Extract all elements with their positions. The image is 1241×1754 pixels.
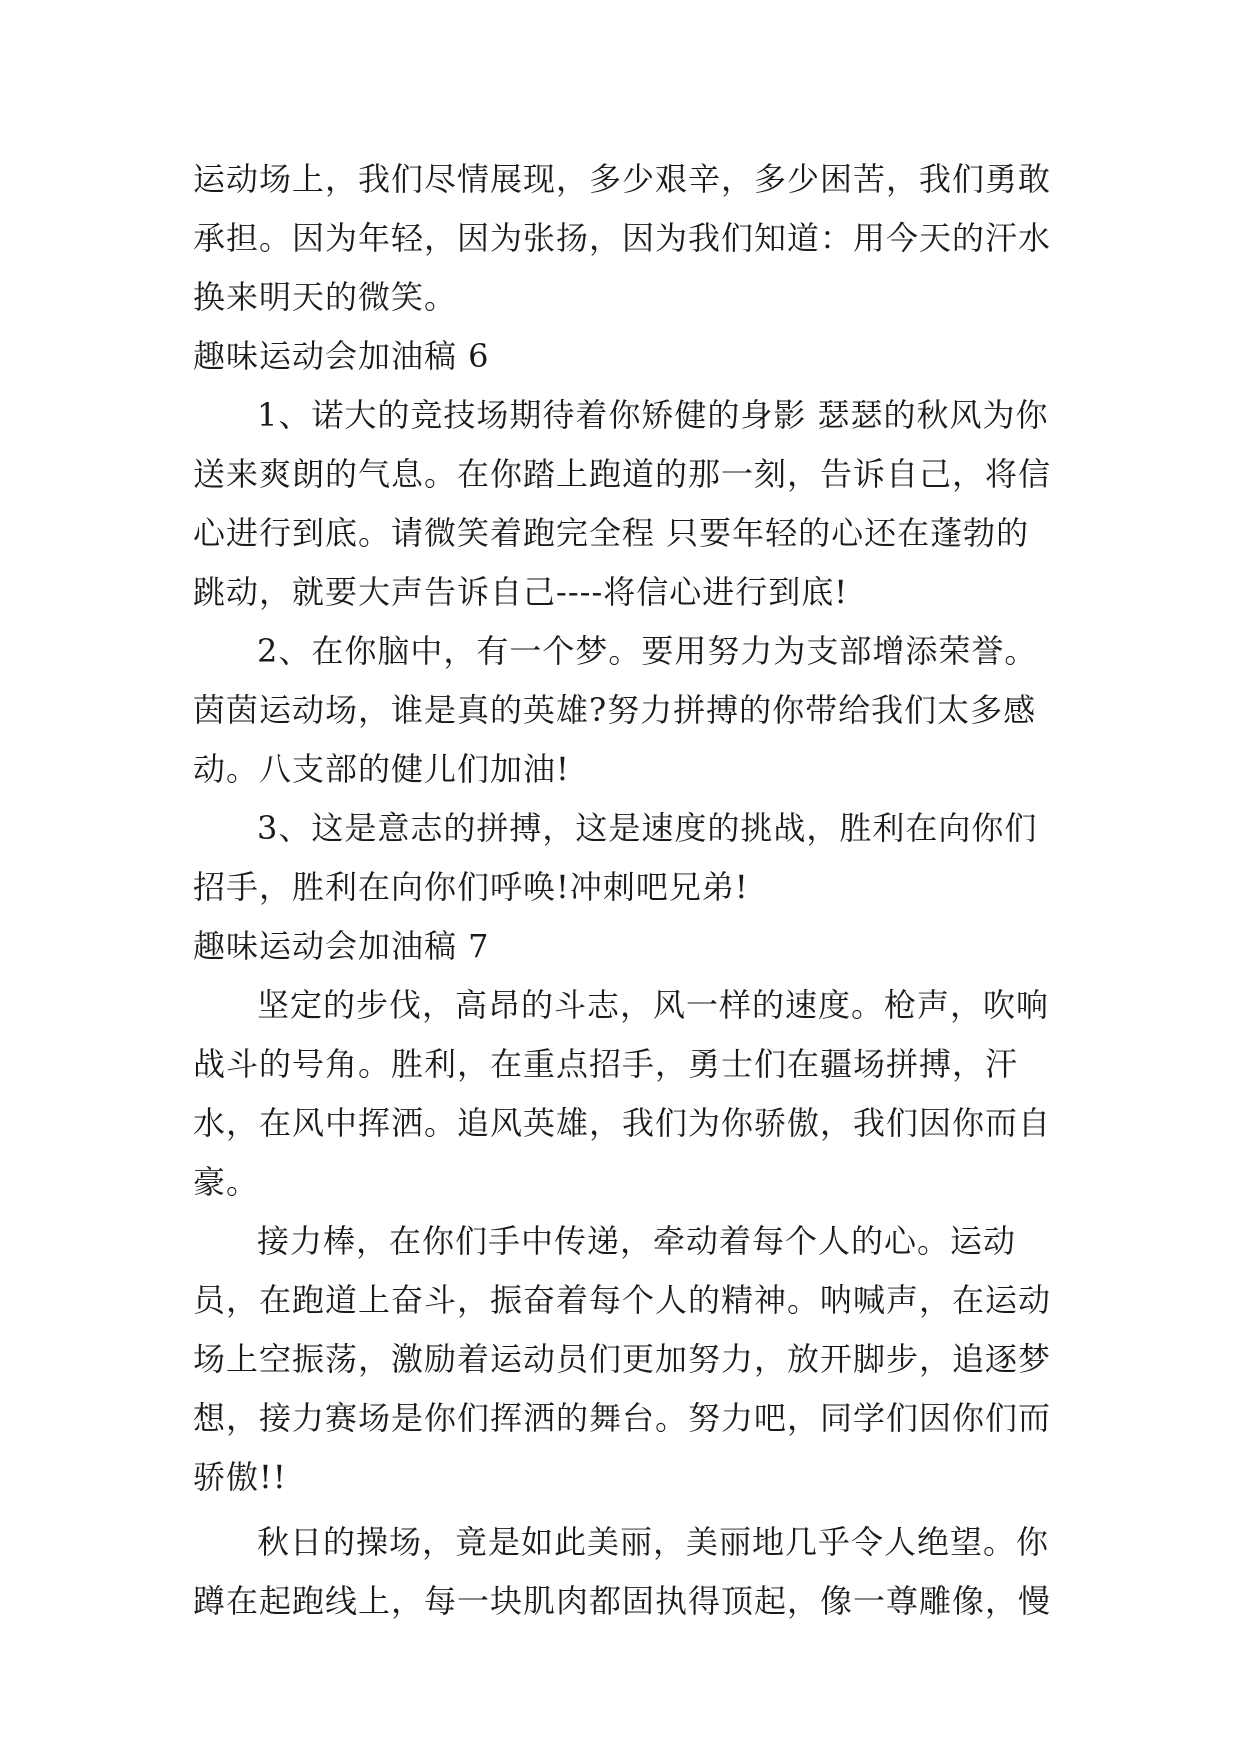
document-body — [193, 150, 1055, 1631]
paragraph: 坚定的步伐，高昂的斗志，风一样的速度。枪声，吹响战斗的号角。胜利，在重点招手，勇士们在疆场拼搏，汗水，在风中挥洒。追风英雄，我们为你骄傲，我们因你而自豪。 — [193, 986, 1052, 1201]
section-heading: 趣味运动会加油稿 7 — [193, 927, 490, 965]
paragraph: 运动场上，我们尽情展现，多少艰辛，多少困苦，我们勇敢承担。因为年轻，因为张扬，因为我们知道：用今天的汗水换来明天的微笑。 — [193, 160, 1052, 316]
paragraph: 3、这是意志的拼搏，这是速度的挑战，胜利在向你们招手，胜利在向你们呼唤!冲刺吧兄弟! — [193, 809, 1038, 906]
paragraph: 2、在你脑中，有一个梦。要用努力为支部增添荣誉。茵茵运动场，谁是真的英雄?努力拼搏的你带给我们太多感动。八支部的健儿们加油! — [193, 632, 1038, 788]
paragraph: 1、诺大的竞技场期待着你矫健的身影 瑟瑟的秋风为你送来爽朗的气息。在你踏上跑道的那一刻，告诉自己，将信心进行到底。请微笑着跑完全程 只要年轻的心还在蓬勃的跳动，就要大声告诉自己----将信心进行到底! — [193, 396, 1052, 611]
section-heading: 趣味运动会加油稿 6 — [193, 337, 490, 375]
paragraph: 接力棒，在你们手中传递，牵动着每个人的心。运动员，在跑道上奋斗，振奋着每个人的精神。呐喊声，在运动场上空振荡，激励着运动员们更加努力，放开脚步，追逐梦想，接力赛场是你们挥洒的舞台。努力吧，同学们因你们而骄傲!! — [193, 1222, 1052, 1496]
paragraph: 秋日的操场，竟是如此美丽，美丽地几乎令人绝望。你蹲在起跑线上，每一块肌肉都固执得顶起，像一尊雕像，慢 — [193, 1523, 1052, 1620]
